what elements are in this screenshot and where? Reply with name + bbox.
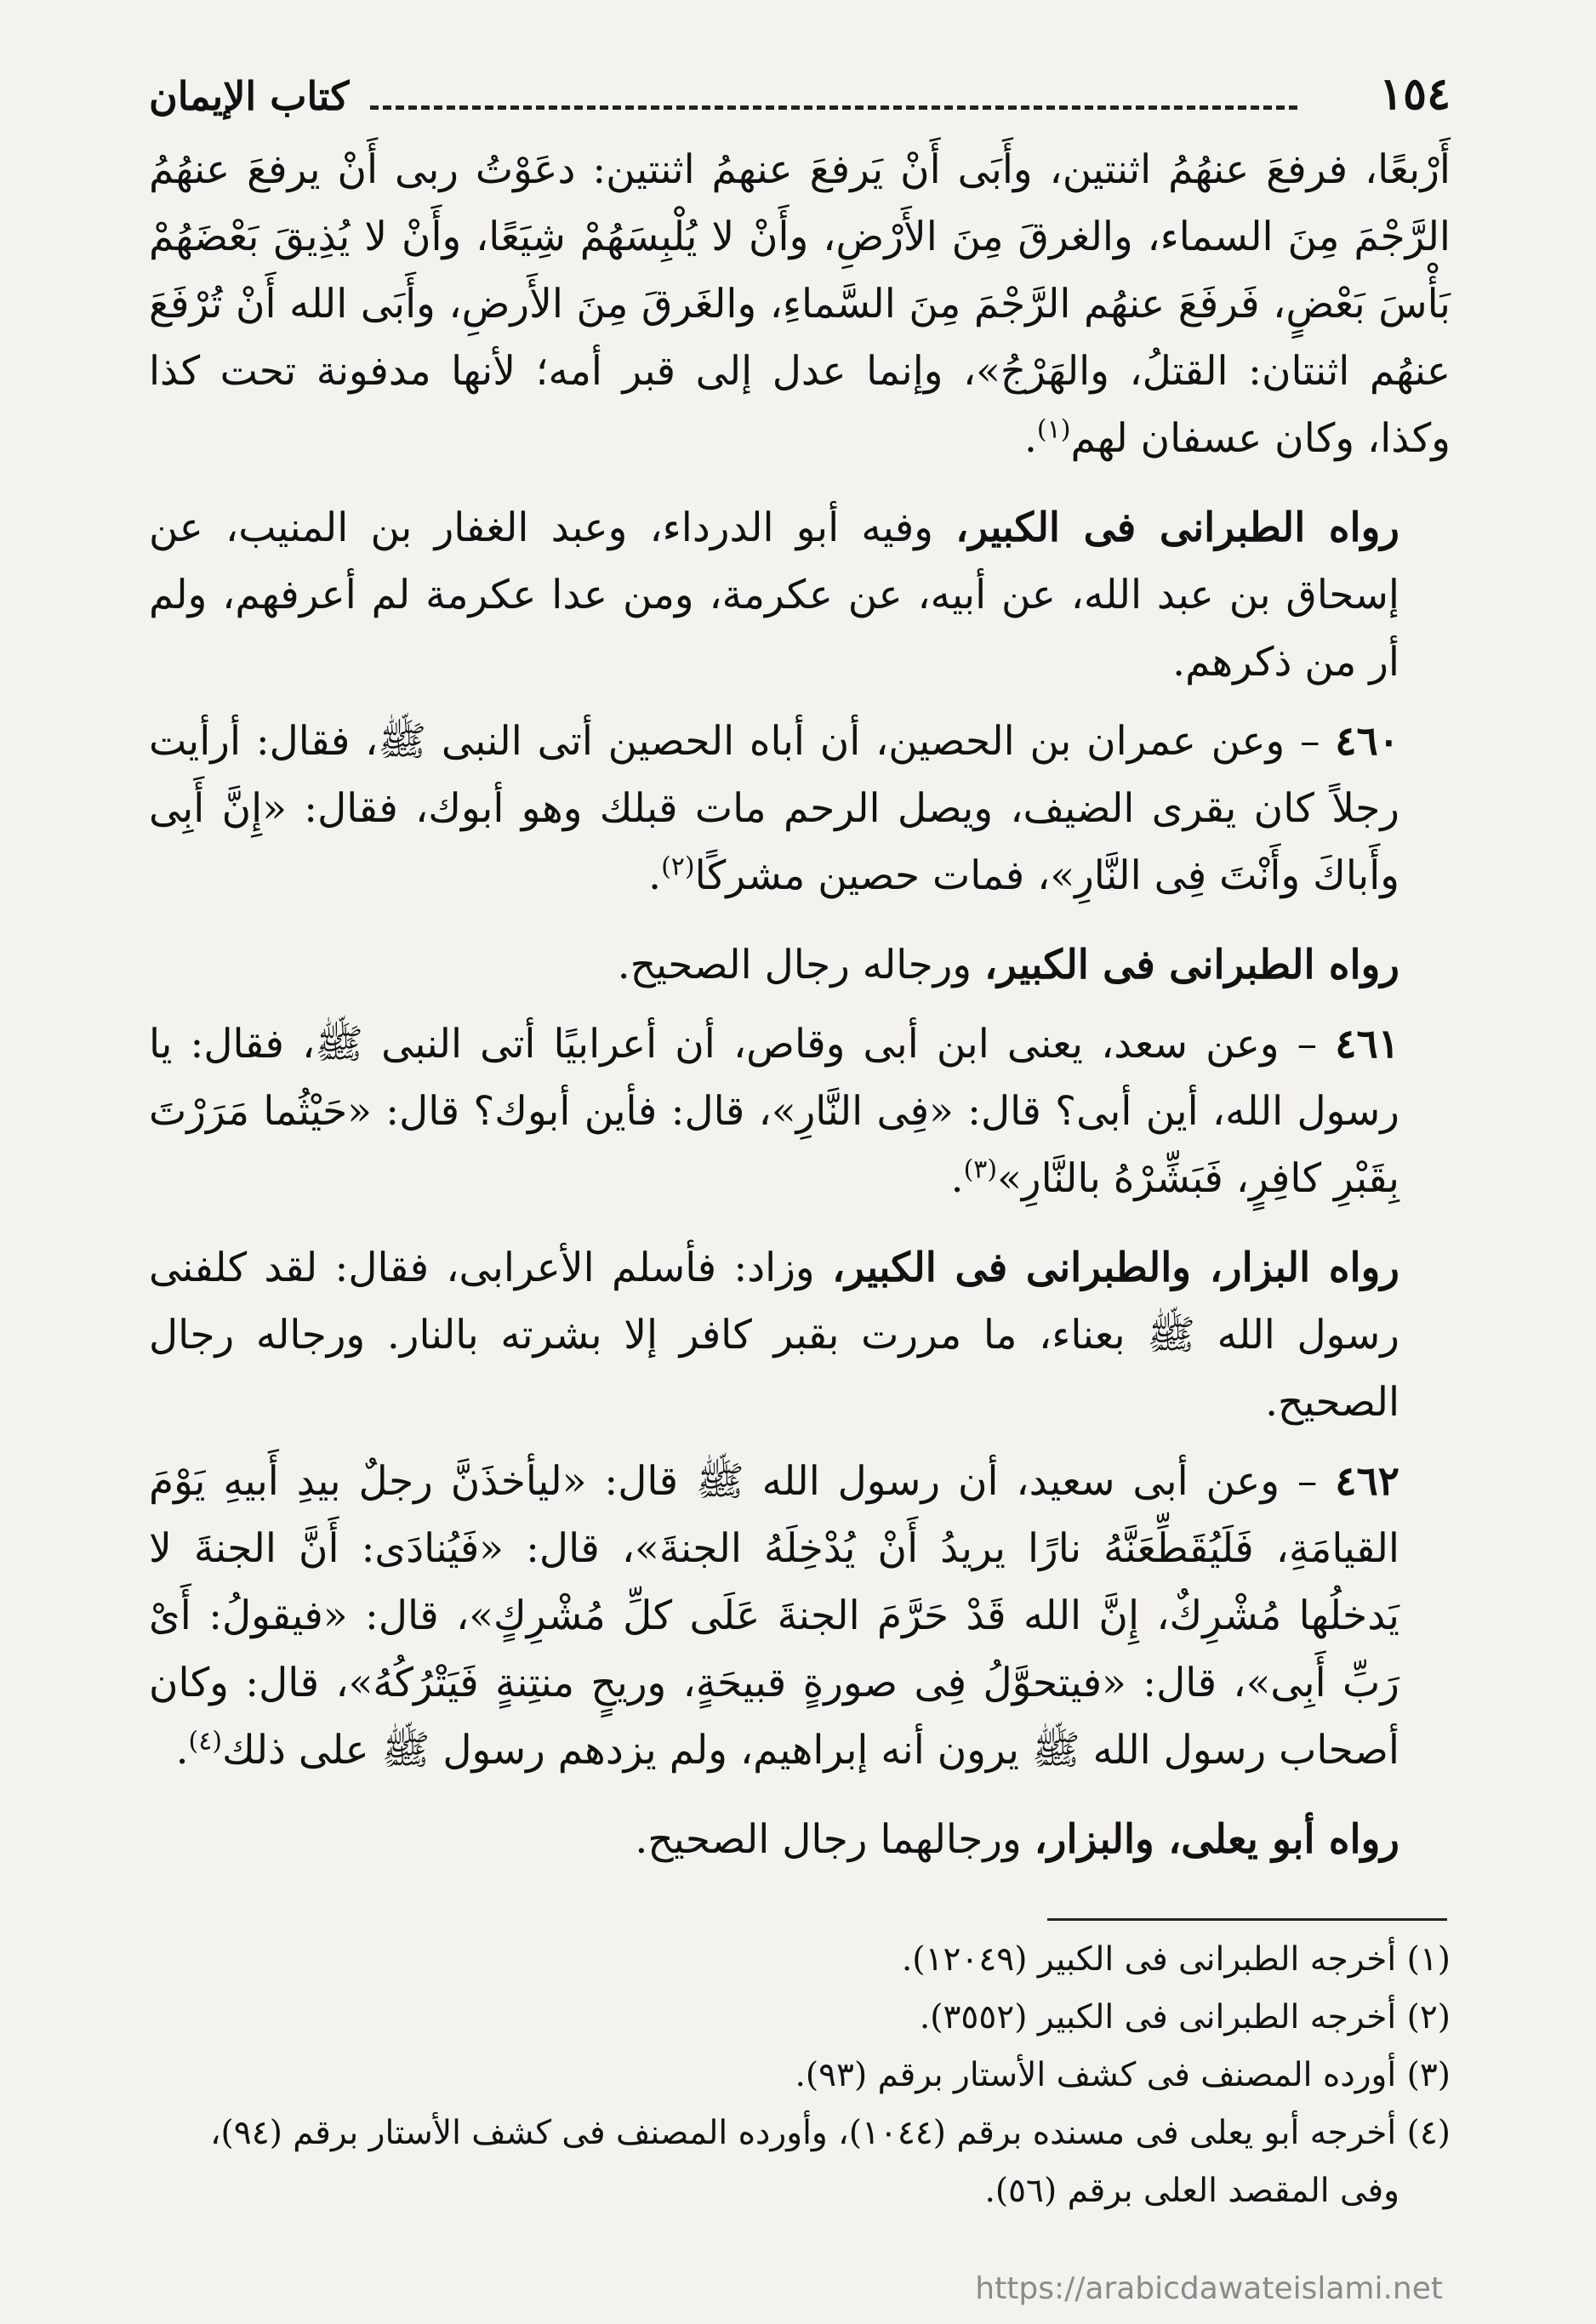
hadith-number: ٤٦٠ [1335, 718, 1399, 765]
footnote-1: (١) أخرجه الطبرانى فى الكبير (١٢٠٤٩). [901, 1940, 1451, 1979]
footnote-2: (٢) أخرجه الطبرانى فى الكبير (٣٥٥٢). [919, 1998, 1451, 2036]
source-note: رواه الطبرانى فى الكبير، ورجاله رجال الصحيح. [617, 942, 1399, 988]
page-header [149, 70, 1451, 129]
footnote-4-continued: وفى المقصد العلى برقم (٥٦). [984, 2172, 1399, 2210]
footnote-separator [1047, 1918, 1447, 1921]
footnote-4: (٤) أخرجه أبو يعلى فى مسنده برقم (١٠٤٤)، وأورده المصنف فى كشف الأستار برقم (٩٤)، [209, 2114, 1451, 2152]
book-title: كتاب الإيمان [149, 73, 350, 119]
source-note: رواه البزار، والطبرانى فى الكبير، وزاد: فأسلم الأعرابى، فقال: لقد كلفنى رسول الله ﷺ بعناء، ما مررت بقبر كافر إلا بشرته بالنار. ورجاله رجال الصحيح. [149, 1245, 1399, 1426]
hadith-461: ٤٦١ – وعن سعد، يعنى ابن أبى وقاص، أن أعرابيًا أتى النبى ﷺ، فقال: يا رسول الله، أين أبى؟ قال: «فِى النَّارِ»، قال: فأين أبوك؟ قال: «حَيْثُما مَرَرْتَ بِقَبْرِ كافِرٍ، فَبَشِّرْهُ بالنَّارِ»$^{(٣)}$. [149, 1021, 1399, 1202]
watermark-url: https://arabicdawateislami.net [975, 2271, 1443, 2306]
footnote-ref: (٢) [661, 852, 695, 882]
hadith-number: ٤٦١ [1335, 1021, 1399, 1068]
page-number: ١٥٤ [1379, 68, 1451, 120]
hadith-continuation: أَرْبعًا، فرفعَ عنهُمُ اثنتين، وأَبَى أَنْ يَرفعَ عنهمُ اثنتين: دعَوْتُ ربى أَنْ يرفعَ عنهُمُ الرَّجْمَ مِنَ السماء، والغرقَ مِنَ الأَرْضِ، وأَنْ لا يُلْبِسَهُمْ شِيَعًا، وأَنْ لا يُذِيقَ بَعْضَهُمْ بَأْسَ بَعْضٍ، فَرفَعَ عنهُم الرَّجْمَ مِنَ السَّماءِ، والغَرقَ مِنَ الأَرضِ، وأَبَى الله أَنْ تُرْفَعَ عنهُم اثنتان: القتلُ، والهَرْجُ»، وإنما عدل إلى قبر أمه؛ لأنها مدفونة تحت كذا وكذا، وكان عسفان لهم$^{(١)}$. [149, 146, 1451, 462]
main-text [149, 136, 1451, 1885]
source-note: رواه أبو يعلى، والبزار، ورجالهما رجال الصحيح. [635, 1816, 1399, 1863]
hadith-460: ٤٦٠ – وعن عمران بن الحصين، أن أباه الحصين أتى النبى ﷺ، فقال: أرأيت رجلاً كان يقرى الضيف، ويصل الرحم مات قبلك وهو أبوك، فقال: «إِنَّ أَبِى وأَباكَ وأَنْتَ فِى النَّارِ»، فمات حصين مشركًا$^{(٢)}$. [149, 718, 1399, 899]
footnote-3: (٣) أورده المصنف فى كشف الأستار برقم (٩٣). [795, 2056, 1451, 2094]
hadith-number: ٤٦٢ [1335, 1458, 1399, 1505]
source-note: رواه الطبرانى فى الكبير، وفيه أبو الدرداء، وعبد الغفار بن المنيب، عن إسحاق بن عبد الله، عن أبيه، عن عكرمة، ومن عدا عكرمة لم أعرفهم، ولم أر من ذكرهم. [149, 504, 1399, 686]
hadith-462: ٤٦٢ – وعن أبى سعيد، أن رسول الله ﷺ قال: «ليأخذَنَّ رجلٌ بيدِ أَبيهِ يَوْمَ القيامَةِ، فَلَيُقَطِّعَنَّهُ نارًا يريدُ أَنْ يُدْخِلَهُ الجنةَ»، قال: «فَيُنادَى: أَنَّ الجنةَ لا يَدخلُها مُشْرِكٌ، إِنَّ الله قَدْ حَرَّمَ الجنةَ عَلَى كلِّ مُشْرِكٍ»، قال: «فيقولُ: أَىْ رَبِّ أَبِى»، قال: «فيتحوَّلُ فِى صورةٍ قبيحَةٍ، وريحٍ منتِنةٍ فَيَتْرُكُهُ»، قال: وكان أصحاب رسول الله ﷺ يرون أنه إبراهيم، ولم يزدهم رسول ﷺ على ذلك$^{(٤)}$. [149, 1458, 1399, 1774]
footnote-ref: (٤) [188, 1726, 223, 1757]
footnotes [149, 1931, 1451, 2220]
header-dashed-rule [370, 105, 1297, 110]
footnote-ref: (١) [1036, 414, 1071, 445]
footnote-ref: (٣) [963, 1154, 998, 1185]
